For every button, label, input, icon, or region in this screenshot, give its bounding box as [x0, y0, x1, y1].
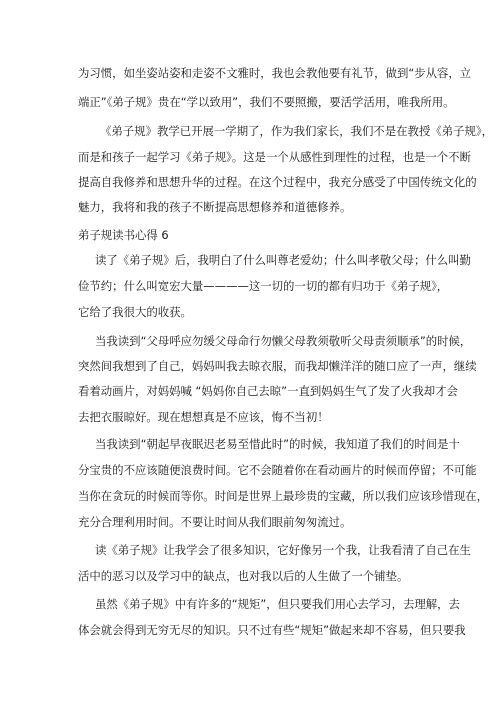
- paragraph-line: 为习惯，如坐姿站姿和走姿不文雅时，我也会教他要有礼节，做到“步从容，立: [78, 66, 472, 80]
- paragraph-line: 看着动画片，对妈妈喊 “妈妈你自己去晾”一直到妈妈生气了发了火我却才会: [78, 384, 458, 398]
- paragraph-line: 读了《弟子规》后，我明白了什么叫尊老爱幼；什么叫孝敬父母；什么叫勤: [95, 253, 471, 267]
- paragraph-line: 虽然《弟子规》中有许多的“规矩”，但只要我们用心去学习，去理解，去: [95, 597, 460, 611]
- paragraph-line: 当我读到“父母呼应勿缓父母命行勿懒父母教须敬听父母责须顺承”的时候，: [95, 334, 472, 348]
- paragraph-line: 而是和孩子一起学习《弟子规》。这是一个从感性到理性的过程，也是一个不断: [78, 150, 471, 164]
- paragraph-line: 活中的恶习以及学习中的缺点，也对我以后的人生做了一个铺垫。: [78, 569, 409, 583]
- paragraph-line: 体会就会得到无穷无尽的知识。只不过有些“规矩”做起来却不容易，但只要我: [78, 623, 466, 637]
- paragraph-line: 《弟子规》教学已开展一学期了，作为我们家长，我们不是在教授《弟子规》，: [100, 124, 493, 138]
- paragraph-line: 分宝贵的不应该随便浪费时间。它不会随着你在看动画片的时候而停留；不可能: [78, 463, 477, 477]
- paragraph-line: 突然间我想到了自己，妈妈叫我去晾衣服，而我却懒洋洋的随口应了一声，继续: [78, 359, 477, 373]
- paragraph-line: 俭节约；什么叫宽宏大量————这一切的一切的都有归功于《弟子规》，: [78, 279, 449, 293]
- paragraph-line: 提高自我修养和思想升华的过程。在这个过程中，我充分感受了中国传统文化的: [78, 175, 477, 189]
- paragraph-line: 去把衣服晾好。现在想想真是不应该，悔不当初！: [78, 410, 329, 424]
- section-heading: 弟子规读书心得 6: [78, 228, 169, 242]
- paragraph-line: 它给了我很大的收获。: [78, 305, 192, 319]
- paragraph-line: 端正”《弟子规》贵在“学以致用”，我们不要照搬，要活学活用，唯我所用。: [78, 95, 455, 109]
- paragraph-line: 充分合理利用时间。不要让时间从我们眼前匆匆流过。: [78, 515, 352, 529]
- paragraph-line: 读《弟子规》让我学会了很多知识，它好像另一个我，让我看清了自己在生: [95, 543, 471, 557]
- paragraph-line: 当你在贪玩的时候而等你。时间是世界上最珍贵的宝藏，所以我们应该珍惜现在，: [78, 489, 489, 503]
- paragraph-line: 魅力，我将和我的孩子不断提高思想修养和道德修养。: [78, 200, 352, 214]
- paragraph-line: 当我读到“朝起早夜眠迟老易至惜此时”的时候，我知道了我们的时间是十: [95, 437, 460, 451]
